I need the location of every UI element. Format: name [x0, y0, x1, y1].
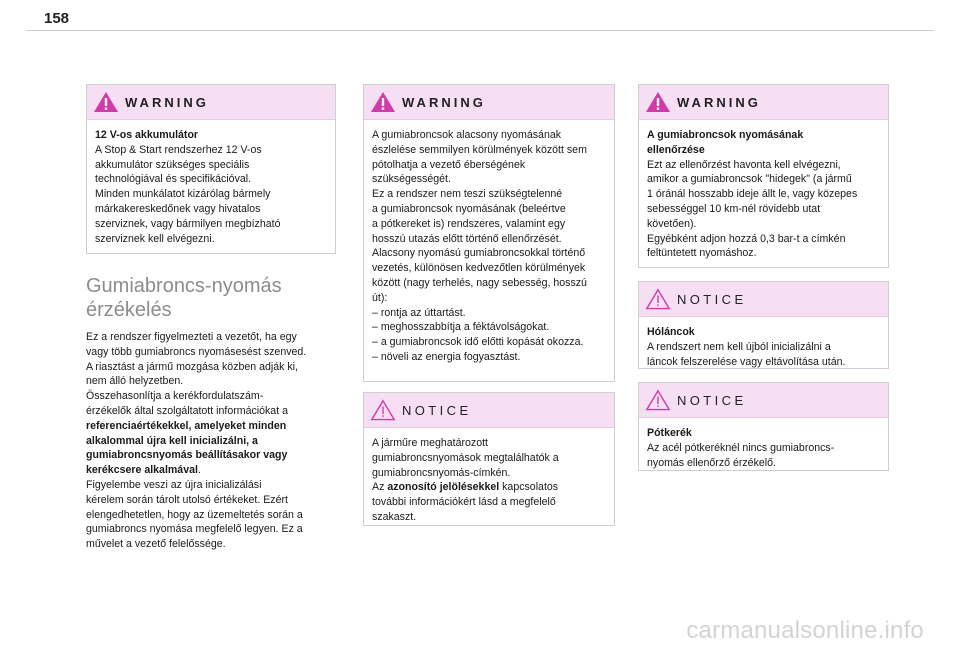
body-line: elengedhetetlen, hogy az üzemeltetés során a: [86, 508, 303, 521]
body-line: gumiabroncs nyomása megfelelő legyen. Ez a: [86, 523, 303, 536]
box-line: – rontja az úttartást.: [372, 306, 466, 319]
body-period: .: [197, 464, 201, 477]
box-line: A gumiabroncsok nyomásának: [647, 129, 804, 141]
box-line: akkumulátor szükséges speciális: [95, 158, 250, 171]
body-line-bold: alkalommal újra kell inicializálni, a: [86, 434, 258, 447]
warning-body: [87, 120, 335, 246]
box-line: technológiával és specifikációval.: [95, 173, 252, 186]
body-line: művelet a vezető felelőssége.: [86, 538, 226, 551]
text-span: Az: [372, 481, 388, 494]
box-line: Egyébként adjon hozzá 0,3 bar-t a címkén: [647, 232, 846, 245]
section-title-line: érzékelés: [86, 299, 172, 321]
box-line: – növeli az energia fogyasztást.: [372, 350, 521, 363]
box-line: vezetés, különösen kedvezőtlen körülmények: [372, 262, 586, 275]
box-line: Alacsony nyomású gumiabroncsokkal történő: [372, 247, 586, 260]
warning-header: [364, 85, 614, 120]
notice-box-snow-chains: [638, 281, 889, 369]
body-line-bold: referenciaértékekkel, amelyeket minden: [86, 419, 287, 432]
body-line: A riasztást a jármű mozgása közben adják ki,: [86, 360, 298, 373]
box-line: nyomás ellenőrző érzékelő.: [647, 456, 776, 469]
warning-body: [639, 120, 888, 261]
notice-title: NOTICE: [677, 291, 747, 307]
box-line: Minden munkálatot kizárólag bármely: [95, 188, 271, 201]
body-line: érzékelők által szolgáltatott információkat a: [86, 404, 288, 417]
box-line: sebességgel 10 km-nél rövidebb utat: [647, 202, 821, 215]
page-number: 158: [44, 10, 70, 27]
warning-icon: [645, 91, 671, 113]
box-line: Ezt az ellenőrzést havonta kell elvégezni,: [647, 158, 841, 171]
notice-body: [364, 428, 614, 525]
notice-header: [364, 393, 614, 428]
box-line: Az acél pótkeréknél nincs gumiabroncs-: [647, 441, 835, 454]
box-line: feltüntetett nyomáshoz.: [647, 247, 757, 260]
warning-icon: [370, 91, 396, 113]
box-line: láncok felszerelése vagy eltávolítása után.: [647, 355, 846, 368]
box-line: szükségességét.: [372, 173, 451, 186]
box-line: szerviznek kell elvégezni.: [95, 232, 215, 245]
top-rule: [26, 30, 934, 31]
box-line: pótolhatja a vezető éberségének: [372, 158, 526, 171]
section-body: [86, 330, 338, 552]
warning-header: [639, 85, 888, 120]
box-line-mixed: [372, 480, 606, 495]
box-line: szakaszt.: [372, 510, 417, 523]
section-title-line: Gumiabroncs-nyomás: [86, 275, 282, 297]
warning-title: WARNING: [677, 94, 761, 110]
box-line: a pótkereket is) rendszeres, valamint egy: [372, 217, 566, 230]
notice-title: NOTICE: [677, 392, 747, 408]
box-line: között (nagy terhelés, nagy sebesség, hosszú: [372, 276, 587, 289]
box-line: – a gumiabroncsok idő előtti kopását okozza.: [372, 336, 584, 349]
warning-title: WARNING: [402, 94, 486, 110]
box-line: Ez a rendszer nem teszi szükségtelenné: [372, 188, 563, 201]
box-line: A járműre meghatározott: [372, 437, 488, 449]
notice-icon: [645, 389, 671, 411]
warning-box-check: [638, 84, 889, 268]
warning-body: [364, 120, 614, 365]
warning-box-pressure-check: [615, 84, 616, 85]
box-line: ellenőrzése: [647, 143, 705, 156]
box-line: a gumiabroncsok nyomásának (beleértve: [372, 202, 566, 215]
warning-title: WARNING: [125, 94, 209, 110]
box-line: hosszú utazás előtt történő ellenőrzését.: [372, 232, 562, 245]
body-bold-span: kerékcsere alkalmával: [86, 464, 198, 477]
box-line: – meghosszabbítja a féktávolságokat.: [372, 321, 550, 334]
text-span: kapcsolatos: [499, 481, 559, 494]
warning-icon: [93, 91, 119, 113]
body-line: nem álló helyzetben.: [86, 375, 184, 388]
notice-title: NOTICE: [402, 402, 472, 418]
box-line: A gumiabroncsok alacsony nyomásának: [372, 129, 562, 141]
box-line: észlelése semmilyen körülmények között sem: [372, 143, 587, 156]
box-line: gumiabroncsnyomások megtalálhatók a: [372, 451, 559, 464]
body-line: kérelem során tárolt utolsó értékeket. Ezért: [86, 493, 288, 506]
notice-header: [639, 383, 888, 418]
box-line: szerviznek, vagy bármilyen megbízható: [95, 217, 281, 230]
body-line-bold: gumiabroncsnyomás beállításakor vagy: [86, 449, 288, 462]
box-line: Hóláncok: [647, 326, 695, 338]
box-line: A rendszert nem kell újból inicializálni a: [647, 340, 831, 353]
box-line: Pótkerék: [647, 427, 692, 439]
watermark: carmanualsonline.info: [686, 617, 924, 644]
box-line: 1 óránál hosszabb ideje állt le, vagy közepes: [647, 188, 858, 201]
notice-body: [639, 317, 888, 369]
box-line: A Stop & Start rendszerhez 12 V-os: [95, 143, 262, 156]
notice-icon: [645, 288, 671, 310]
box-line: 12 V-os akkumulátor: [95, 129, 199, 141]
bold-span: azonosító jelölésekkel: [387, 481, 500, 494]
notice-box-spare-wheel: [638, 382, 889, 471]
notice-body: [639, 418, 888, 470]
body-line: Figyelembe veszi az újra inicializálási: [86, 478, 262, 491]
box-line: amikor a gumiabroncsok "hidegek" (a jármű: [647, 173, 852, 186]
box-line: további információkért lásd a megfelelő: [372, 496, 556, 509]
warning-header: [87, 85, 335, 120]
section-title: [86, 274, 336, 322]
box-line: márkakereskedőnek vagy hivatalos: [95, 202, 261, 215]
box-line: út):: [372, 291, 388, 304]
body-line: vagy több gumiabroncs nyomásesést szenved.: [86, 345, 307, 358]
notice-box-label: [363, 392, 615, 526]
box-line: gumiabroncsnyomás-címkén.: [372, 466, 511, 479]
warning-box-battery: [86, 84, 336, 254]
body-line-mixed: [86, 463, 338, 478]
warning-box-low-pressure: [363, 84, 615, 382]
notice-icon: [370, 399, 396, 421]
box-line: követően).: [647, 217, 697, 230]
body-line: Összehasonlítja a kerékfordulatszám-: [86, 390, 264, 403]
notice-header: [639, 282, 888, 317]
body-line: Ez a rendszer figyelmezteti a vezetőt, ha egy: [86, 331, 297, 343]
